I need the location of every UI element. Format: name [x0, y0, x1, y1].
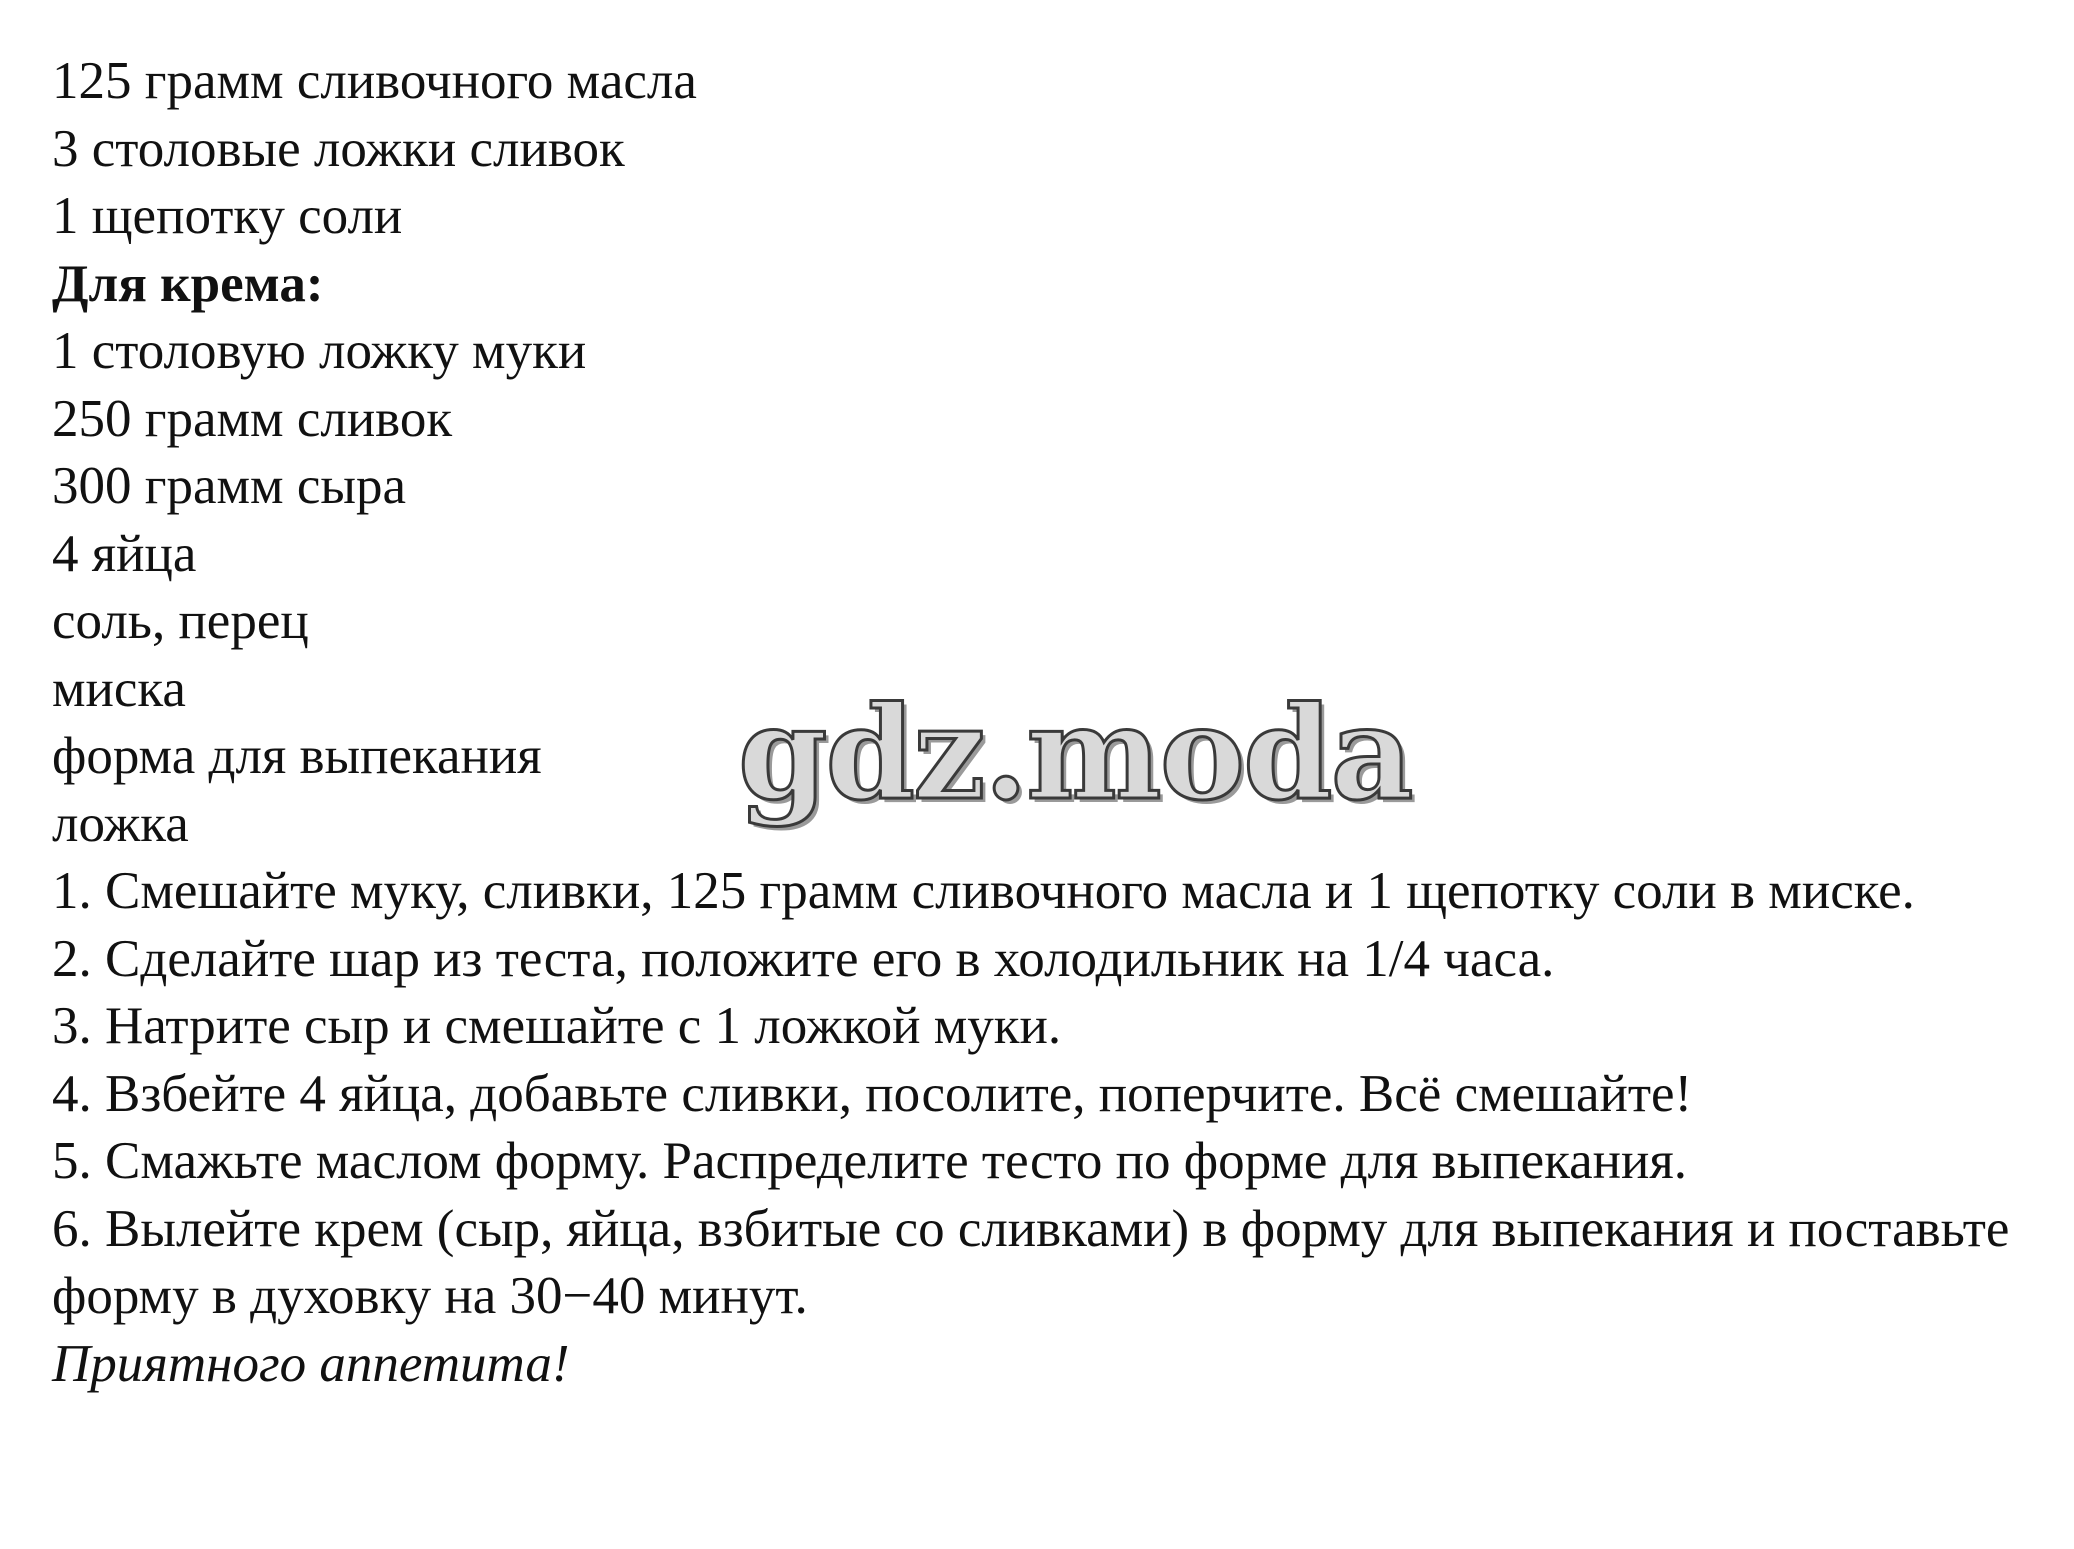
- ingredient-line: форма для выпекания: [52, 727, 542, 785]
- ingredient-line: 1 столовую ложку муки: [52, 322, 587, 380]
- ingredient-line: 1 щепотку соли: [52, 187, 403, 245]
- recipe-step: 6. Вылейте крем (сыр, яйца, взбитые со сливками) в форму для выпекания и поставьте форму в духовку на 30−40 минут.: [52, 1199, 2010, 1325]
- ingredient-line: 300 грамм сыра: [52, 457, 406, 515]
- recipe-step: 5. Смажьте маслом форму. Распределите тесто по форме для выпекания.: [52, 1132, 1688, 1190]
- recipe-step: 1. Смешайте муку, сливки, 125 грамм сливочного масла и 1 щепотку соли в миске.: [52, 862, 1915, 920]
- ingredient-line: 250 грамм сливок: [52, 389, 453, 448]
- recipe-step: 2. Сделайте шар из теста, положите его в холодильник на 1/4 часа.: [52, 929, 1555, 988]
- ingredient-line: миска: [52, 659, 186, 718]
- ingredient-line: соль, перец: [52, 592, 309, 650]
- ingredient-line: ложка: [52, 794, 189, 853]
- recipe-step: 4. Взбейте 4 яйца, добавьте сливки, посолите, поперчите. Всё смешайте!: [52, 1064, 1693, 1123]
- ingredient-line: 125 грамм сливочного масла: [52, 52, 697, 110]
- ingredient-line: 4 яйца: [52, 524, 197, 583]
- ingredient-line: 3 столовые ложки сливок: [52, 119, 625, 178]
- cream-heading: Для крема:: [52, 254, 324, 313]
- closing-wish: Приятного аппетита!: [52, 1334, 570, 1393]
- recipe-step: 3. Натрите сыр и смешайте с 1 ложкой муки.: [52, 997, 1062, 1055]
- watermark-logo: gdz.moda: [738, 679, 1412, 829]
